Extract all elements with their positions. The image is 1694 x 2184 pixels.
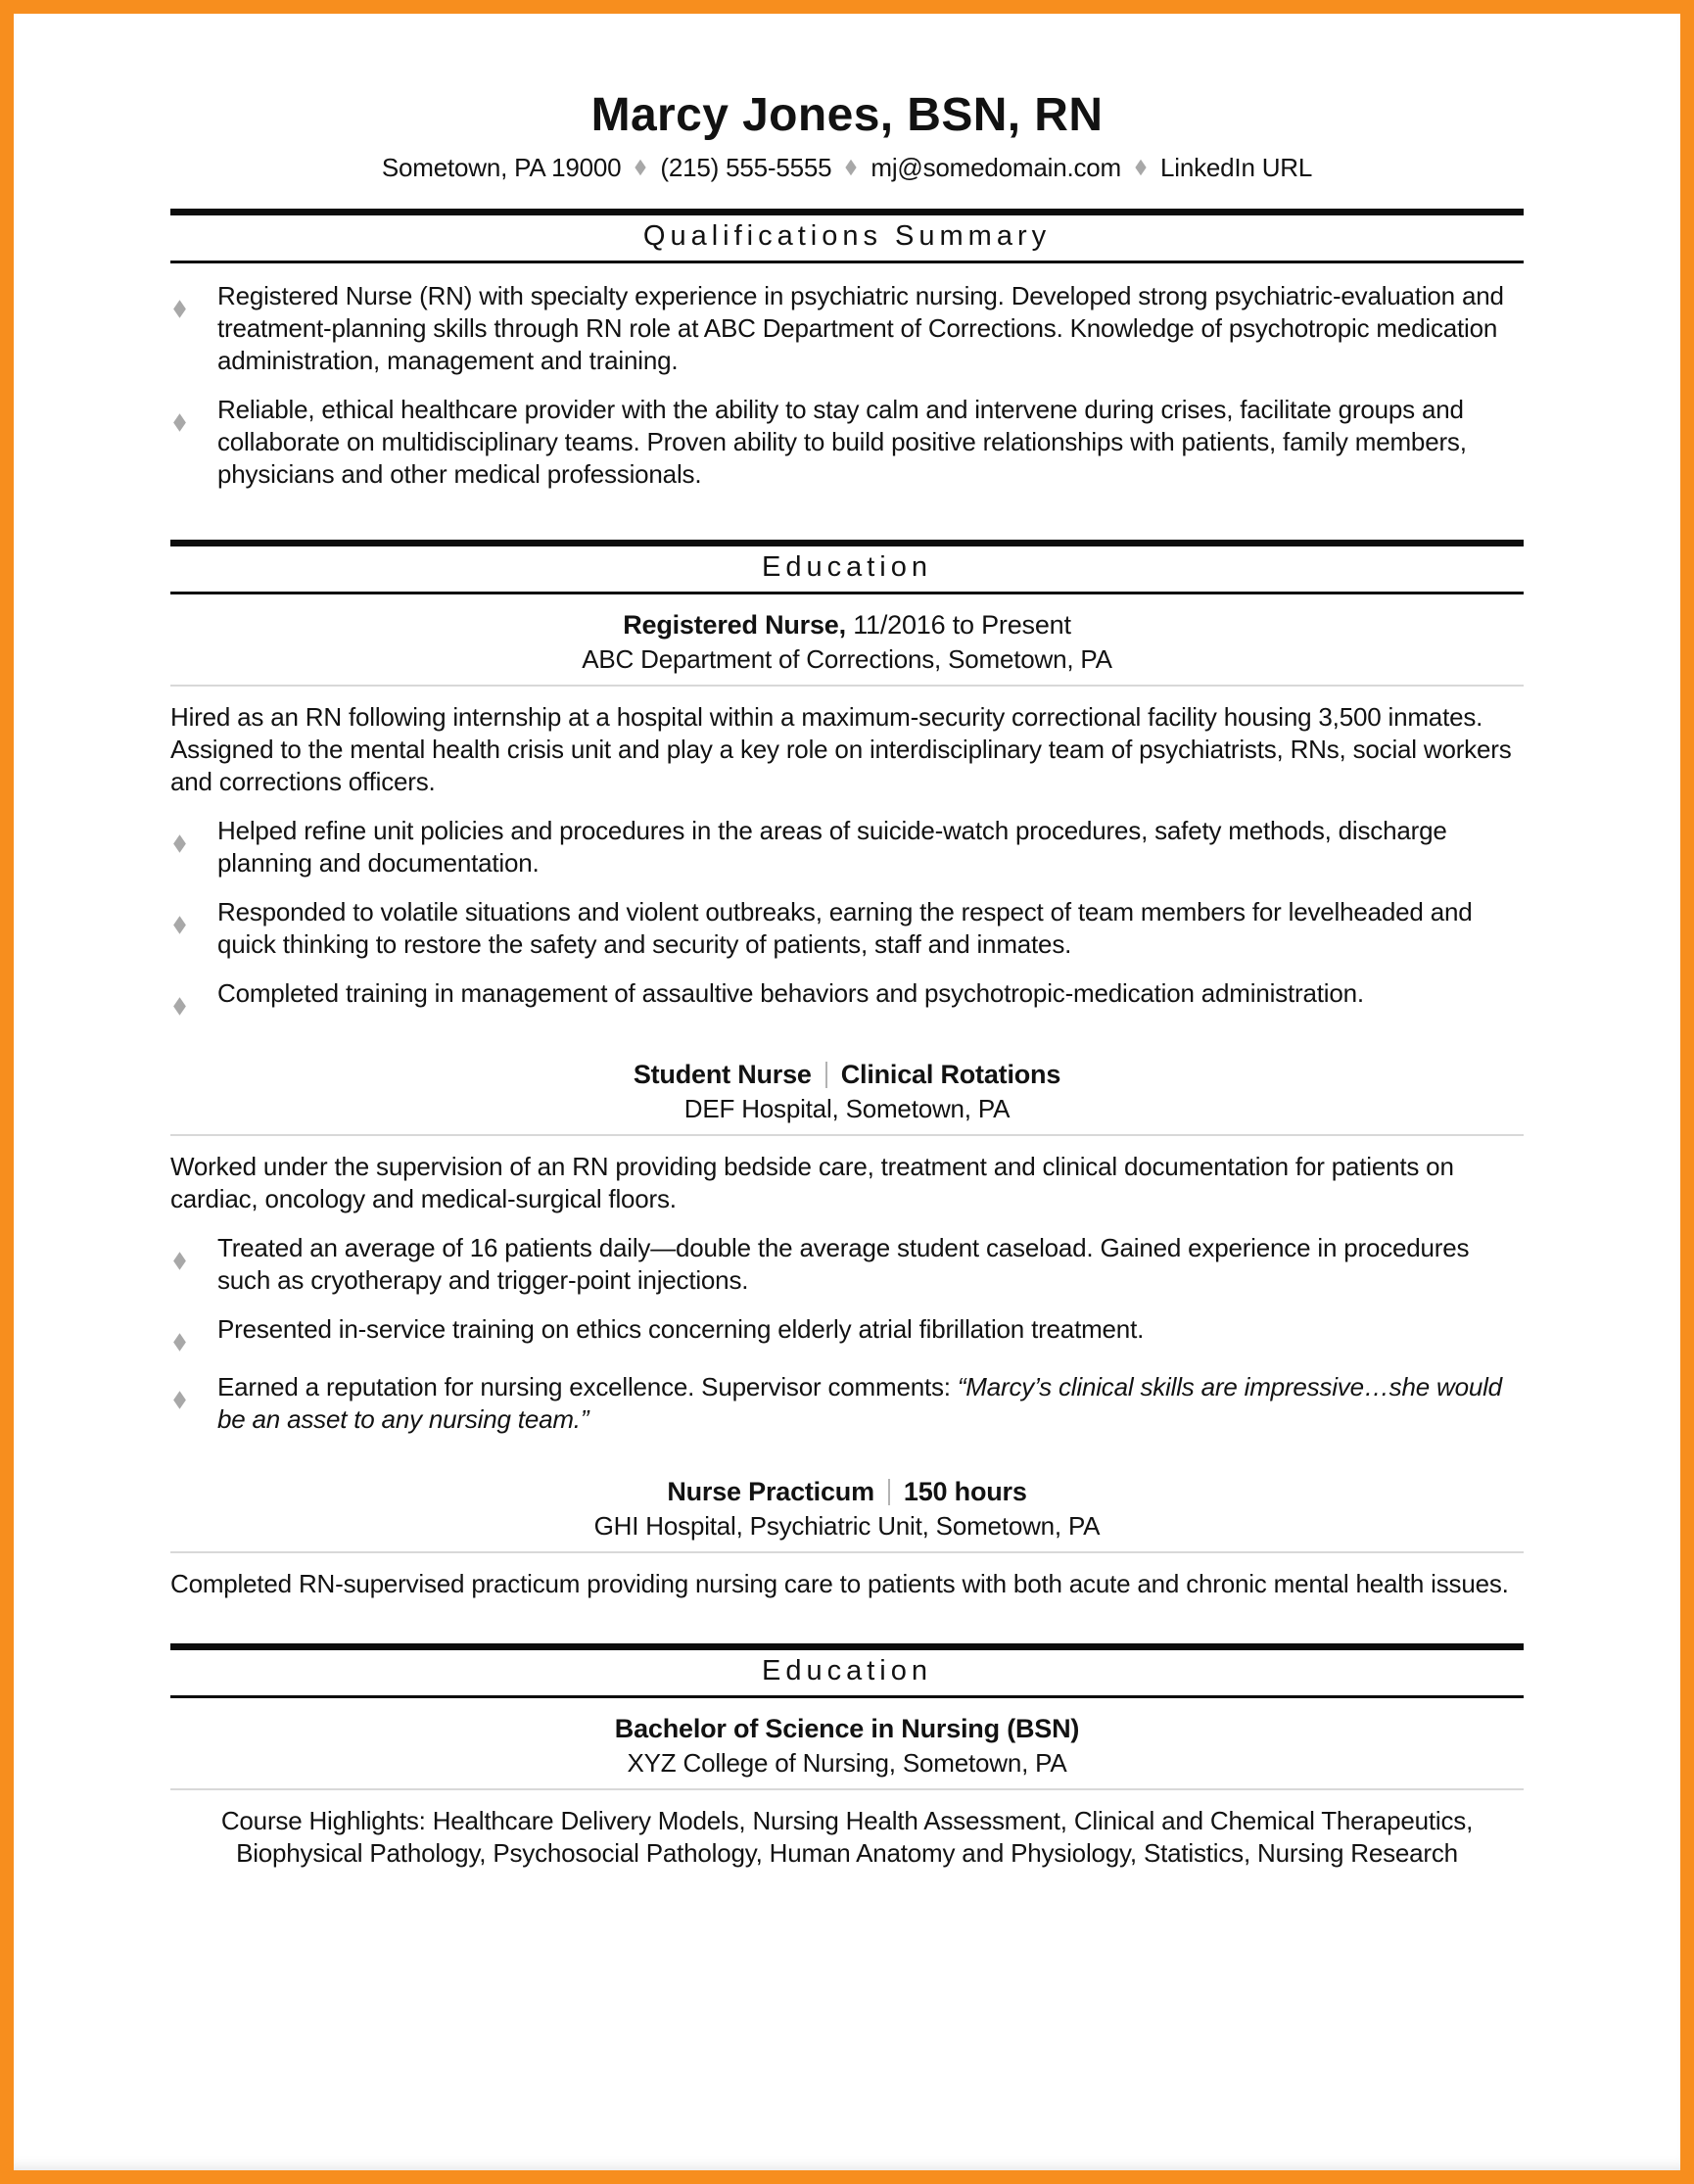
bullet-diamond-icon: [170, 1313, 217, 1354]
section-divider-qualifications: [170, 209, 1524, 263]
supervisor-quote: “Marcy’s clinical skills are impressive…she would be an asset to any nursing team.”: [217, 1372, 1502, 1435]
contact-phone: (215) 555-5555: [660, 152, 832, 182]
entry-role: Nurse Practicum: [667, 1477, 874, 1507]
entry-separator-line: [170, 1788, 1524, 1790]
list-item: [170, 815, 1524, 879]
entry-role-detail: 150 hours: [903, 1477, 1027, 1507]
education-school: XYZ College of Nursing, Sometown, PA: [627, 1748, 1067, 1779]
diamond-separator-icon: [635, 160, 646, 175]
bullet-diamond-icon: [170, 896, 217, 961]
bullet-text: [217, 1371, 1524, 1436]
bullet-text: Registered Nurse (RN) with specialty experience in psychiatric nursing. Developed strong psychiatric-evaluation and treatment-planning skills through RN role at ABC Department of Corrections. Knowledge of psychotropic medication administration, management and training.: [217, 281, 1504, 376]
entry-dates: 11/2016 to Present: [845, 610, 1071, 641]
bullet-diamond-icon: [170, 394, 217, 491]
list-item: [170, 394, 1524, 491]
bullet-text: Helped refine unit policies and procedures in the areas of suicide-watch procedures, safety methods, discharge planning and documentation.: [217, 816, 1447, 878]
section-title-experience: Education: [762, 551, 932, 584]
bullet-text-lead: Earned a reputation for nursing excellence. Supervisor comments:: [217, 1372, 958, 1402]
course-highlights: Course Highlights: Healthcare Delivery Models, Nursing Health Assessment, Clinical and Chemical Therapeutics, Biophysical Pathology, Psychosocial Pathology, Human Anatomy and Physiology, Statistics, Nursing Research: [220, 1806, 1474, 1869]
resume-page: [14, 14, 1680, 2170]
qualifications-bullet-list: [170, 280, 1524, 491]
contact-linkedin: LinkedIn URL: [1160, 152, 1313, 182]
section-divider-experience: [170, 540, 1524, 594]
entry-bullet-list: [170, 1232, 1524, 1436]
entry-organization: GHI Hospital, Psychiatric Unit, Sometown, PA: [593, 1511, 1101, 1542]
entry-summary: Worked under the supervision of an RN providing bedside care, treatment and clinical documentation for patients on cardiac, oncology and medical-surgical floors.: [170, 1152, 1454, 1214]
bullet-text: Reliable, ethical healthcare provider with the ability to stay calm and intervene during crises, facilitate groups and collaborate on multidisciplinary teams. Proven ability to build positive relationships with patients, family members, physicians and other medical professionals.: [217, 395, 1467, 490]
entry-role: Student Nurse: [633, 1060, 812, 1090]
bullet-diamond-icon: [170, 1371, 217, 1436]
list-item: [170, 280, 1524, 377]
contact-location: Sometown, PA 19000: [381, 152, 622, 182]
section-divider-education: [170, 1643, 1524, 1698]
entry-organization: ABC Department of Corrections, Sometown, PA: [582, 644, 1112, 675]
entry-separator-line: [170, 1551, 1524, 1553]
diamond-separator-icon: [1135, 160, 1146, 175]
bullet-text: Presented in-service training on ethics concerning elderly atrial fibrillation treatment.: [217, 1314, 1145, 1345]
bullet-text: Treated an average of 16 patients daily—double the average student caseload. Gained experience in procedures such as cryotherapy and trigger-point injections.: [217, 1233, 1470, 1296]
entry-separator-line: [170, 685, 1524, 687]
bullet-diamond-icon: [170, 1232, 217, 1297]
contact-email: mj@somedomain.com: [871, 152, 1121, 182]
diamond-separator-icon: [846, 160, 857, 175]
entry-role-detail: Clinical Rotations: [840, 1060, 1061, 1090]
bullet-diamond-icon: [170, 280, 217, 377]
entry-heading: [170, 1058, 1524, 1092]
bullet-text: Responded to volatile situations and violent outbreaks, earning the respect of team members for levelheaded and quick thinking to restore the safety and security of patients, staff and inmates.: [217, 897, 1473, 960]
list-item: [170, 1371, 1524, 1436]
heading-separator: [888, 1479, 890, 1505]
list-item: [170, 1313, 1524, 1354]
education-degree: Bachelor of Science in Nursing (BSN): [614, 1714, 1080, 1744]
list-item: [170, 896, 1524, 961]
page-title: Marcy Jones, BSN, RN: [590, 89, 1104, 141]
bullet-diamond-icon: [170, 815, 217, 879]
entry-separator-line: [170, 1134, 1524, 1136]
entry-summary: Completed RN-supervised practicum providing nursing care to patients with both acute and chronic mental health issues.: [170, 1569, 1509, 1599]
entry-heading: [170, 1475, 1524, 1509]
list-item: [170, 977, 1524, 1019]
entry-summary: Hired as an RN following internship at a hospital within a maximum-security correctional facility housing 3,500 inmates. Assigned to the mental health crisis unit and play a key role on interdisciplinary team of psychiatrists, RNs, social workers and corrections officers.: [170, 702, 1512, 797]
list-item: [170, 1232, 1524, 1297]
section-title-qualifications: Qualifications Summary: [642, 220, 1052, 253]
entry-role: Registered Nurse,: [623, 610, 846, 641]
entry-heading: [170, 608, 1524, 642]
bullet-diamond-icon: [170, 977, 217, 1019]
bullet-text: Completed training in management of assaultive behaviors and psychotropic-medication administration.: [217, 978, 1364, 1009]
entry-bullet-list: [170, 815, 1524, 1019]
heading-separator: [825, 1062, 827, 1088]
entry-organization: DEF Hospital, Sometown, PA: [683, 1094, 1011, 1124]
section-title-education: Education: [762, 1655, 932, 1687]
contact-line: [170, 152, 1524, 184]
